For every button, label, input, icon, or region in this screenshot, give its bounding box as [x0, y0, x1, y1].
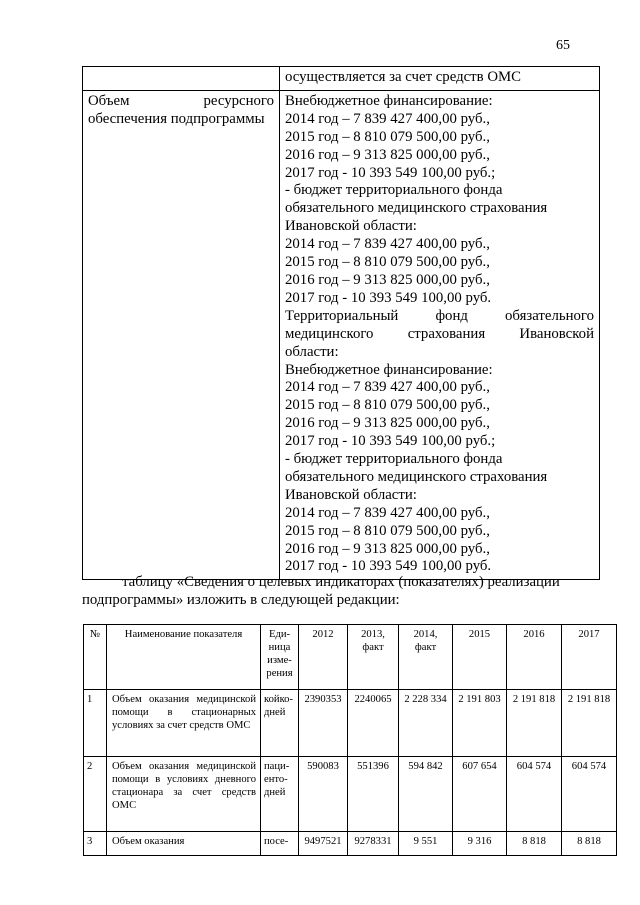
indicators-header-row [84, 625, 617, 690]
row-value-2016: 2 191 818 [507, 690, 562, 757]
indicators-table [83, 624, 617, 856]
passport-table [82, 66, 600, 580]
funding-line: Внебюджетное финансирование: [285, 92, 493, 109]
funding-line: 2014 год – 7 839 427 400,00 руб., [285, 236, 490, 253]
funding-line: 2015 год – 8 810 079 500,00 руб., [285, 128, 490, 145]
funding-line: 2017 год - 10 393 549 100,00 руб. [285, 289, 492, 306]
funding-line: 2017 год - 10 393 549 100,00 руб.; [285, 433, 496, 450]
funding-line: 2014 год – 7 839 427 400,00 руб., [285, 379, 490, 396]
funding-line: Территориальный фонд обязательного [285, 307, 594, 324]
passport-cell-resources [280, 90, 600, 579]
header-2016: 2016 [507, 625, 562, 690]
row-value-2016: 8 818 [507, 832, 562, 856]
funding-line: медицинского страхования Ивановской [285, 325, 594, 342]
header-2015: 2015 [453, 625, 507, 690]
row-name: Объем оказания медицинской помощи в условиях дневного стационара за счет средств ОМС [107, 757, 261, 832]
funding-line: Ивановской области: [285, 218, 417, 235]
row-name: Объем оказания [107, 832, 261, 856]
row-value-2013: 551396 [348, 757, 399, 832]
row-unit: посе- [261, 832, 299, 856]
page-number: 65 [556, 38, 570, 53]
row-value-2014: 594 842 [399, 757, 453, 832]
row-value-2014: 2 228 334 [399, 690, 453, 757]
funding-line: 2015 год – 8 810 079 500,00 руб., [285, 397, 490, 414]
intro-paragraph [82, 574, 599, 609]
funding-line: 2014 год – 7 839 427 400,00 руб., [285, 504, 490, 521]
header-2017: 2017 [562, 625, 617, 690]
passport-row-funding-source [83, 67, 600, 91]
header-2012: 2012 [299, 625, 348, 690]
intro-line-1: таблицу «Сведения о целевых индикаторах (показателях) реализации [122, 574, 560, 590]
row-value-2014: 9 551 [399, 832, 453, 856]
row-unit: паци-енто-дней [261, 757, 299, 832]
table-row [84, 832, 617, 856]
row-value-2015: 2 191 803 [453, 690, 507, 757]
passport-cell-funding-source: осуществляется за счет средств ОМС [280, 67, 600, 91]
funding-line: 2015 год – 8 810 079 500,00 руб., [285, 522, 490, 539]
row-value-2013: 9278331 [348, 832, 399, 856]
header-name: Наименование показателя [107, 625, 261, 690]
funding-line: обязательного медицинского страхования [285, 468, 548, 485]
row-unit: койко-дней [261, 690, 299, 757]
funding-line: Ивановской области: [285, 486, 417, 503]
passport-label-resources: Объем ресурсного обеспечения подпрограммы [83, 90, 280, 579]
row-num: 3 [84, 832, 107, 856]
table-row [84, 690, 617, 757]
row-value-2012: 9497521 [299, 832, 348, 856]
row-value-2016: 604 574 [507, 757, 562, 832]
row-value-2017: 8 818 [562, 832, 617, 856]
funding-line: 2016 год – 9 313 825 000,00 руб., [285, 271, 490, 288]
row-value-2015: 607 654 [453, 757, 507, 832]
funding-line: Внебюджетное финансирование: [285, 361, 493, 378]
funding-line: 2016 год – 9 313 825 000,00 руб., [285, 540, 490, 557]
funding-line: - бюджет территориального фонда [285, 451, 503, 468]
funding-line: 2015 год – 8 810 079 500,00 руб., [285, 254, 490, 271]
row-value-2012: 590083 [299, 757, 348, 832]
row-value-2015: 9 316 [453, 832, 507, 856]
row-value-2017: 2 191 818 [562, 690, 617, 757]
funding-line: обязательного медицинского страхования [285, 200, 548, 217]
header-num: № [84, 625, 107, 690]
row-num: 1 [84, 690, 107, 757]
header-2013: 2013, факт [348, 625, 399, 690]
passport-row-resources [83, 90, 600, 579]
funding-line: 2016 год – 9 313 825 000,00 руб., [285, 415, 490, 432]
row-value-2013: 2240065 [348, 690, 399, 757]
funding-line: области: [285, 343, 339, 360]
funding-line: 2017 год - 10 393 549 100,00 руб. [285, 558, 492, 575]
row-value-2017: 604 574 [562, 757, 617, 832]
header-unit: Еди-ница изме-рения [261, 625, 299, 690]
row-name: Объем оказания медицинской помощи в стационарных условиях за счет средств ОМС [107, 690, 261, 757]
row-num: 2 [84, 757, 107, 832]
funding-line: 2014 год – 7 839 427 400,00 руб., [285, 110, 490, 127]
intro-line-2: подпрограммы» изложить в следующей редакции: [82, 591, 400, 608]
row-value-2012: 2390353 [299, 690, 348, 757]
header-2014: 2014, факт [399, 625, 453, 690]
funding-line: 2016 год – 9 313 825 000,00 руб., [285, 146, 490, 163]
table-row [84, 757, 617, 832]
passport-cell-empty [83, 67, 280, 91]
funding-line: - бюджет территориального фонда [285, 182, 503, 199]
funding-line: 2017 год - 10 393 549 100,00 руб.; [285, 164, 496, 181]
